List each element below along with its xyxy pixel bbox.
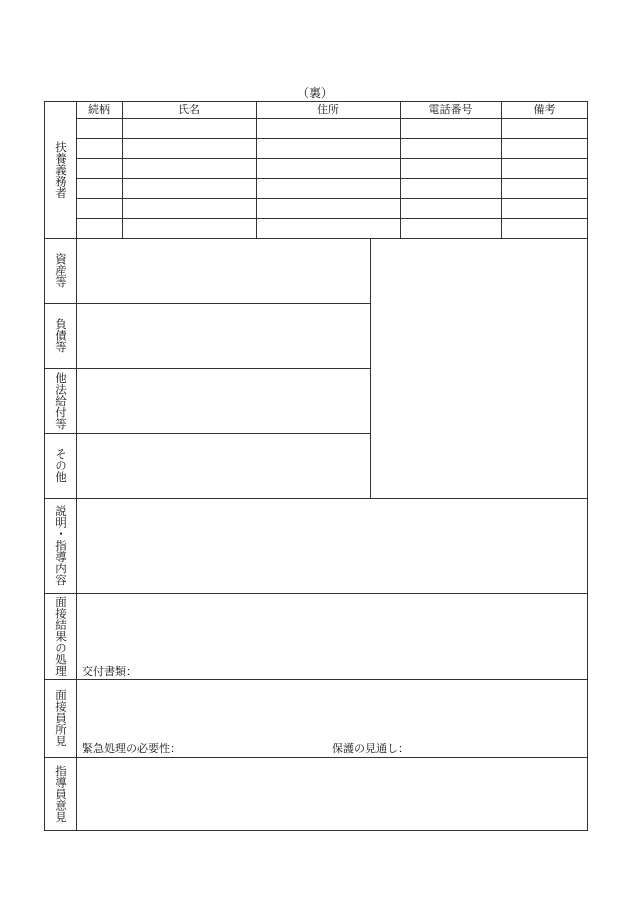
supervisor-opinion-label: 指導員意見 — [54, 765, 68, 823]
application-form-back — [44, 101, 588, 831]
explanation-label: 説明・指導内容 — [54, 505, 68, 586]
section-line — [45, 593, 588, 594]
col-phone: 電話番号 — [428, 103, 473, 116]
dependents-header-line — [76, 118, 588, 119]
assets-label: 資産等 — [54, 253, 68, 288]
page-title: （裏） — [296, 86, 333, 100]
dependents-row-line — [76, 178, 588, 179]
col-name: 氏名 — [178, 103, 200, 116]
section-line — [45, 679, 588, 680]
section-line — [45, 238, 588, 239]
debts-label: 負債等 — [54, 318, 68, 353]
emergency-need-label: 緊急処理の必要性： — [82, 742, 181, 755]
dependents-row-line — [76, 218, 588, 219]
col-remarks: 備考 — [533, 103, 556, 116]
section-line — [45, 368, 370, 369]
section-line — [45, 498, 588, 499]
label-column-divider — [76, 102, 77, 831]
interview-result-label: 面接結果の処理 — [54, 595, 68, 677]
col-relationship: 続柄 — [88, 103, 110, 116]
dependents-row-line — [76, 138, 588, 139]
right-notes-divider — [370, 238, 371, 498]
protection-outlook-label: 保護の見通し： — [332, 742, 409, 755]
others-label: その他 — [54, 448, 68, 483]
section-line — [45, 757, 588, 758]
dependents-row-line — [76, 198, 588, 199]
other-benefits-label: 他法給付等 — [54, 371, 68, 430]
section-line — [45, 433, 370, 434]
documents-issued-label: 交付書類： — [82, 665, 137, 678]
section-line — [45, 303, 370, 304]
col-address: 住所 — [317, 103, 339, 116]
interviewer-opinion-label: 面接員所見 — [54, 689, 68, 747]
dependents-label: 扶養義務者 — [54, 141, 68, 199]
dependents-row-line — [76, 158, 588, 159]
